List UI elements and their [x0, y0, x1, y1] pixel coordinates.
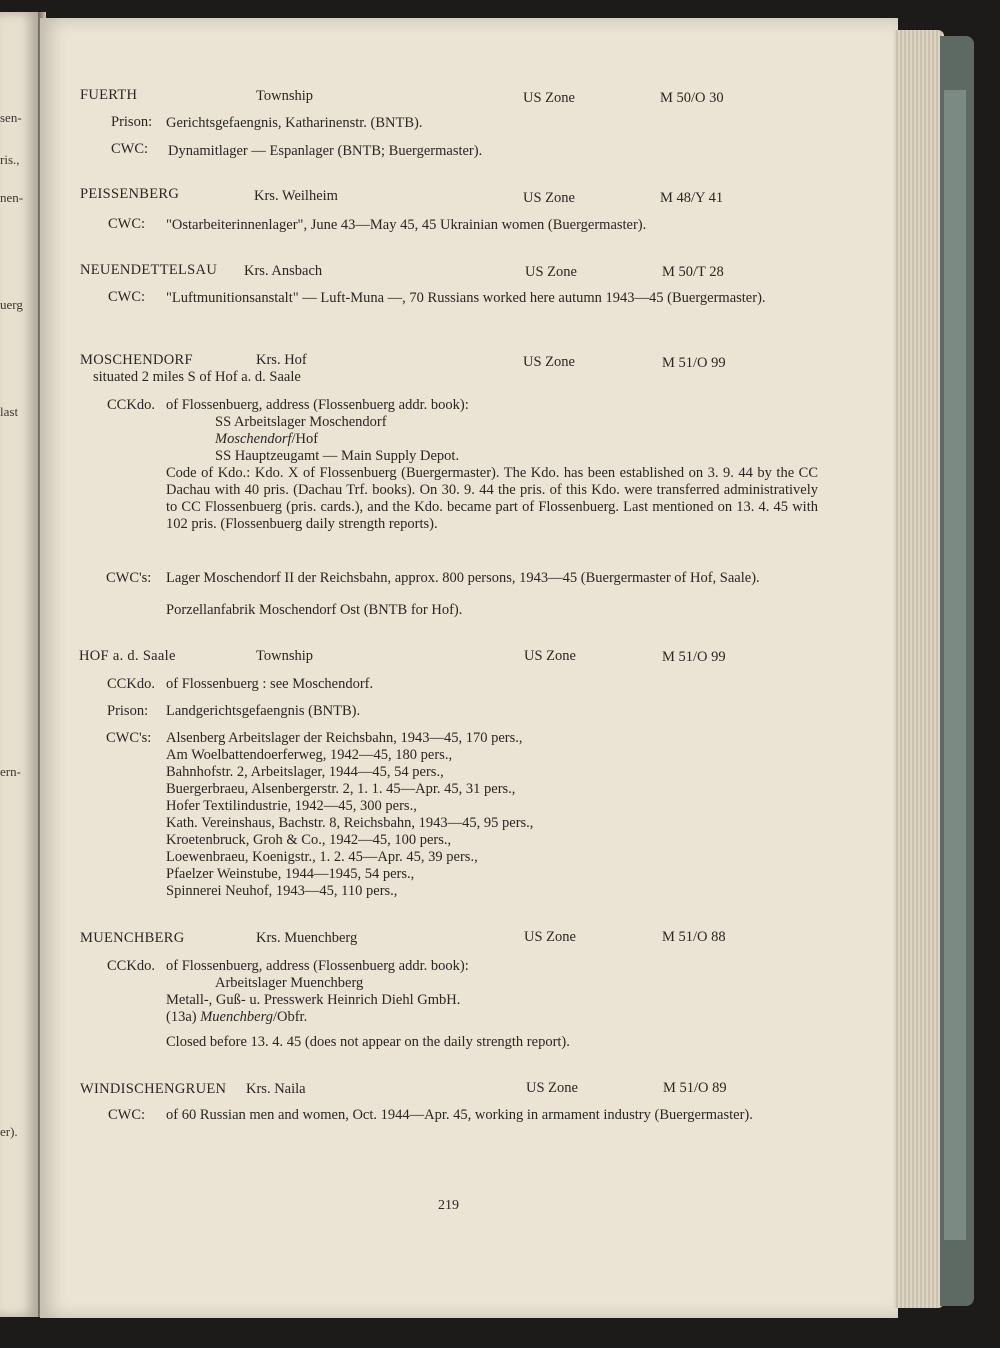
address-line	[215, 431, 318, 448]
entry-district: Krs. Ansbach	[244, 263, 323, 279]
line-text: Lager Moschendorf II der Reichsbahn, approx. 800 persons, 1943—45 (Buergermaster of Hof, Saale).	[166, 570, 760, 586]
cc-paragraph: Code of Kdo.: Kdo. X of Flossenbuerg (Buergermaster). The Kdo. has been established on 3. 9. 44 by the CC Dachau with 40 pris. (Dachau Trf. books). On 30. 9. 44 the pris. of this Kdo. were transferred administratively to CC Flossenbuerg (pris. cards.), and the Kdo. became part of Flossenbuerg. Last mentioned on 13. 4. 45 with 102 pris. (Flossenbuerg daily strength reports).	[166, 465, 818, 532]
book-cover-highlight	[944, 90, 966, 1240]
entry-map-ref: M 51/O 99	[662, 355, 726, 371]
margin-fragment: sen-	[0, 110, 22, 125]
entry-map-ref: M 51/O 99	[662, 649, 726, 665]
address-suffix: /Hof	[291, 431, 319, 447]
entry-map-ref: M 51/O 89	[663, 1080, 727, 1096]
cwc-list-item: Spinnerei Neuhof, 1943—45, 110 pers.,	[166, 883, 398, 899]
cwc-list-item: Kroetenbruck, Groh & Co., 1942—45, 100 pers.,	[166, 832, 452, 848]
line-label: CWC's:	[106, 570, 152, 586]
entry-name: PEISSENBERG	[80, 186, 180, 202]
entry-name: NEUENDETTELSAU	[80, 262, 218, 278]
address-place: Moschendorf	[215, 431, 292, 447]
address-line: Metall-, Guß- u. Presswerk Heinrich Diehl GmbH.	[166, 992, 461, 1008]
address-line: SS Hauptzeugamt — Main Supply Depot.	[215, 448, 460, 464]
line-label: Prison:	[107, 703, 149, 719]
cwc-list-item: Buergerbraeu, Alsenbergerstr. 2, 1. 1. 45—Apr. 45, 31 pers.,	[166, 781, 516, 797]
entry-zone: US Zone	[523, 90, 575, 106]
entry-district: Krs. Hof	[256, 352, 307, 368]
line-text: of Flossenbuerg, address (Flossenbuerg addr. book):	[166, 397, 469, 413]
line-label: CWC:	[108, 216, 146, 232]
cwc-list-item: Kath. Vereinshaus, Bachstr. 8, Reichsbahn, 1943—45, 95 pers.,	[166, 815, 534, 831]
page-number: 219	[438, 1198, 459, 1213]
margin-fragment: uerg	[0, 297, 23, 312]
entry-map-ref: M 50/O 30	[660, 90, 724, 106]
entry-map-ref: M 50/T 28	[662, 264, 724, 280]
entry-name: WINDISCHENGRUEN	[80, 1081, 227, 1097]
entry-district: Krs. Naila	[246, 1081, 306, 1097]
line-label: CWC:	[108, 1107, 146, 1123]
line-label: CWC's:	[106, 730, 152, 746]
entry-district: Township	[256, 88, 313, 104]
entry-name: MUENCHBERG	[80, 930, 185, 946]
entry-map-ref: M 51/O 88	[662, 929, 726, 945]
previous-page-edge	[0, 12, 38, 1317]
line-label: CCKdo.	[107, 397, 155, 413]
line-label: Prison:	[111, 114, 153, 130]
address-line	[166, 1009, 307, 1026]
line-text: of 60 Russian men and women, Oct. 1944—Apr. 45, working in armament industry (Buergermaster).	[166, 1107, 753, 1123]
line-text: Dynamitlager — Espanlager (BNTB; Buergermaster).	[168, 143, 483, 159]
line-label: CCKdo.	[107, 958, 155, 974]
entry-district: Krs. Weilheim	[254, 188, 338, 204]
closed-note: Closed before 13. 4. 45 (does not appear on the daily strength report).	[166, 1034, 570, 1050]
line-label: CCKdo.	[107, 676, 155, 692]
cwc-list-item: Bahnhofstr. 2, Arbeitslager, 1944—45, 54 pers.,	[166, 764, 444, 780]
entry-name: MOSCHENDORF	[80, 352, 193, 368]
entry-map-ref: M 48/Y 41	[660, 190, 724, 206]
address-suffix: /Obfr.	[272, 1009, 308, 1025]
cwc-list-item: Hofer Textilindustrie, 1942—45, 300 pers.,	[166, 798, 417, 814]
cwc-list-item: Pfaelzer Weinstube, 1944—1945, 54 pers.,	[166, 866, 415, 882]
entry-zone: US Zone	[523, 354, 575, 370]
entry-zone: US Zone	[523, 190, 575, 206]
cwc-list-item: Loewenbraeu, Koenigstr., 1. 2. 45—Apr. 45, 39 pers.,	[166, 849, 478, 865]
entry-situated: situated 2 miles S of Hof a. d. Saale	[93, 369, 301, 385]
address-prefix: (13a)	[166, 1009, 201, 1025]
page-edges	[894, 30, 944, 1308]
entry-zone: US Zone	[525, 264, 577, 280]
entry-district: Township	[256, 648, 313, 664]
line-text: "Luftmunitionsanstalt" — Luft-Muna —, 70 Russians worked here autumn 1943—45 (Buergermaster).	[166, 290, 766, 306]
cwc-list-item: Alsenberg Arbeitslager der Reichsbahn, 1943—45, 170 pers.,	[166, 730, 523, 746]
line-text: "Ostarbeiterinnenlager", June 43—May 45, 45 Ukrainian women (Buergermaster).	[166, 217, 647, 233]
entry-name: FUERTH	[80, 87, 138, 103]
entry-zone: US Zone	[524, 648, 576, 664]
margin-fragment: last	[0, 404, 19, 419]
line-label: CWC:	[111, 141, 149, 157]
line-text: Landgerichtsgefaengnis (BNTB).	[166, 703, 361, 719]
margin-fragment: ern-	[0, 764, 21, 779]
address-line: SS Arbeitslager Moschendorf	[215, 414, 387, 430]
line-text: Gerichtsgefaengnis, Katharinenstr. (BNTB).	[166, 115, 423, 131]
line-text: of Flossenbuerg : see Moschendorf.	[166, 676, 374, 692]
margin-fragment: nen-	[0, 190, 24, 205]
line-text: Porzellanfabrik Moschendorf Ost (BNTB for Hof).	[166, 602, 463, 618]
entry-district: Krs. Muenchberg	[256, 930, 358, 946]
entry-zone: US Zone	[524, 929, 576, 945]
margin-fragment: er).	[0, 1124, 18, 1139]
address-place: Muenchberg	[200, 1009, 273, 1025]
entry-zone: US Zone	[526, 1080, 578, 1096]
line-label: CWC:	[108, 289, 146, 305]
margin-fragment: ris.,	[0, 152, 20, 167]
line-text: of Flossenbuerg, address (Flossenbuerg addr. book):	[166, 958, 469, 974]
cwc-list-item: Am Woelbattendoerferweg, 1942—45, 180 pers.,	[166, 747, 453, 763]
address-line: Arbeitslager Muenchberg	[215, 975, 364, 991]
entry-name: HOF a. d. Saale	[79, 648, 176, 664]
